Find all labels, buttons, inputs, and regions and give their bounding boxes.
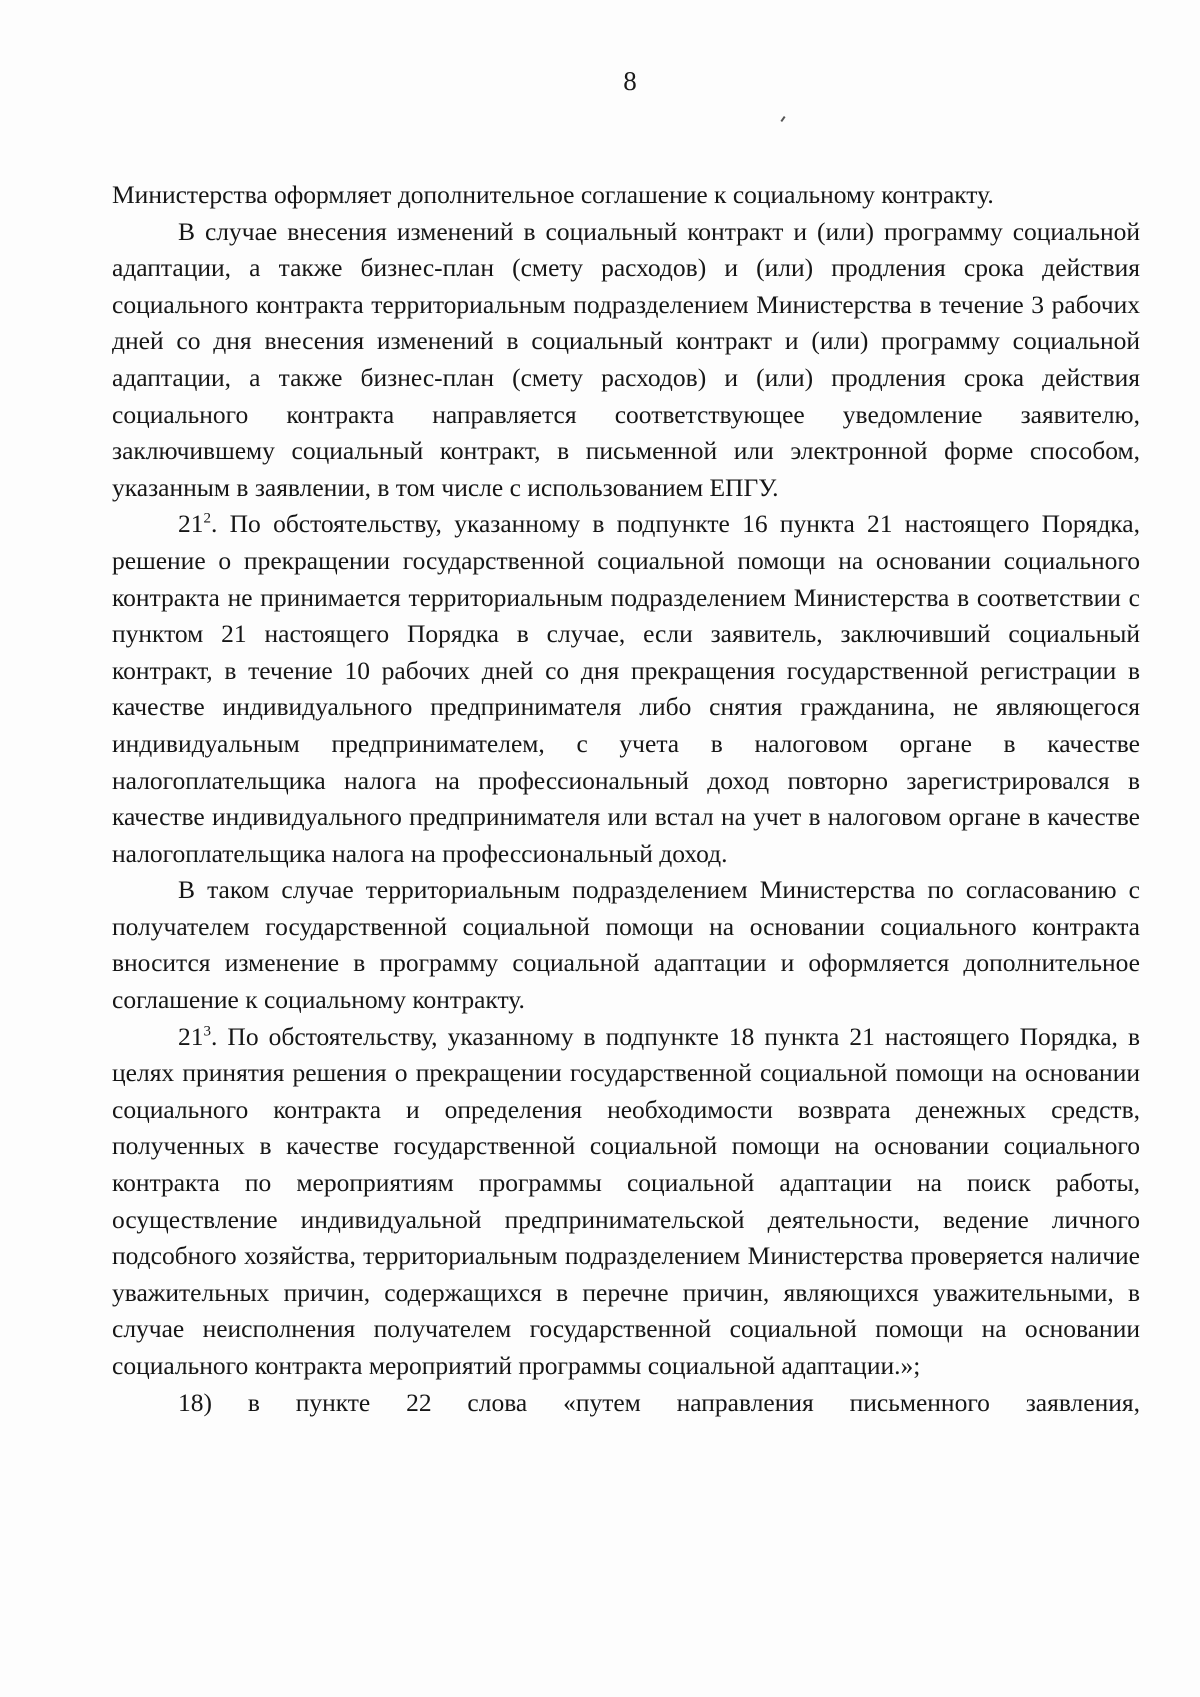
paragraph-item-18: 18) в пункте 22 слова «путем направления письменного заявления, [178,1387,1140,1417]
clause-text: . По обстоятельству, указанному в подпункте 18 пункта 21 настоящего Порядка, в целях принятия решения о прекращении государственной социальной помощи на основании социального контракта и определения необходимости возврата денежных средств, полученных в качестве государственной социальной помощи на основании социального контракта по мероприятиям программы социальной адаптации на поиск работы, осуществление индивидуальной предпринимательской деятельности, ведение личного подсобного хозяйства, территориальным подразделением Министерства проверяется наличие уважительных причин, содержащихся в перечне причин, являющихся уважительными, в случае неисполнения получателем государственной социальной помощи на основании социального контракта мероприятий программы социальной адаптации.»; [112,1021,1140,1380]
page-number: 8 [623,66,637,96]
document-body [112,177,1140,1421]
clause-superscript: 2 [203,510,211,527]
clause-superscript: 3 [203,1023,211,1040]
paragraph-amendment-notice: В случае внесения изменений в социальный контракт и (или) программу социальной адаптации, а также бизнес-план (смету расходов) и (или) продления срока действия социального контракта территориальным подразделением Министерства в течение 3 рабочих дней со дня внесения изменений в социальный контракт и (или) программу социальной адаптации, а также бизнес-план (смету расходов) и (или) продления срока действия социального контракта направляется соответствующее уведомление заявителю, заключившему социальный контракт, в письменной или электронной форме способом, указанным в заявлении, в том числе с использованием ЕПГУ. [112,216,1140,502]
paragraph-in-such-case: В таком случае территориальным подразделением Министерства по согласованию с получателем государственной социальной помощи на основании социального контракта вносится изменение в программу социальной адаптации и оформляется дополнительное соглашение к социальному контракту. [112,875,1140,1015]
clause-number: 21 [178,509,204,539]
paragraph-21-3 [112,1019,1140,1385]
clause-text: . По обстоятельству, указанному в подпункте 16 пункта 21 настоящего Порядка, решение о прекращении государственной социальной помощи на основании социального контракта не принимается территориальным подразделением Министерства в соответствии с пунктом 21 настоящего Порядка в случае, если заявитель, заключивший социальный контракт, в течение 10 рабочих дней со дня прекращения государственной регистрации в качестве индивидуального предпринимателя либо снятия гражданина, не являющегося индивидуальным предпринимателем, с учета в налоговом органе в качестве налогоплательщика налога на профессиональный доход повторно зарегистрировался в качестве индивидуального предпринимателя или встал на учет в налоговом органе в качестве налогоплательщика налога на профессиональный доход. [112,509,1140,868]
scan-artifact-mark [780,116,785,122]
paragraph-continuation: Министерства оформляет дополнительное соглашение к социальному контракту. [112,180,994,209]
paragraph-21-2 [112,506,1140,872]
clause-number: 21 [178,1021,204,1051]
